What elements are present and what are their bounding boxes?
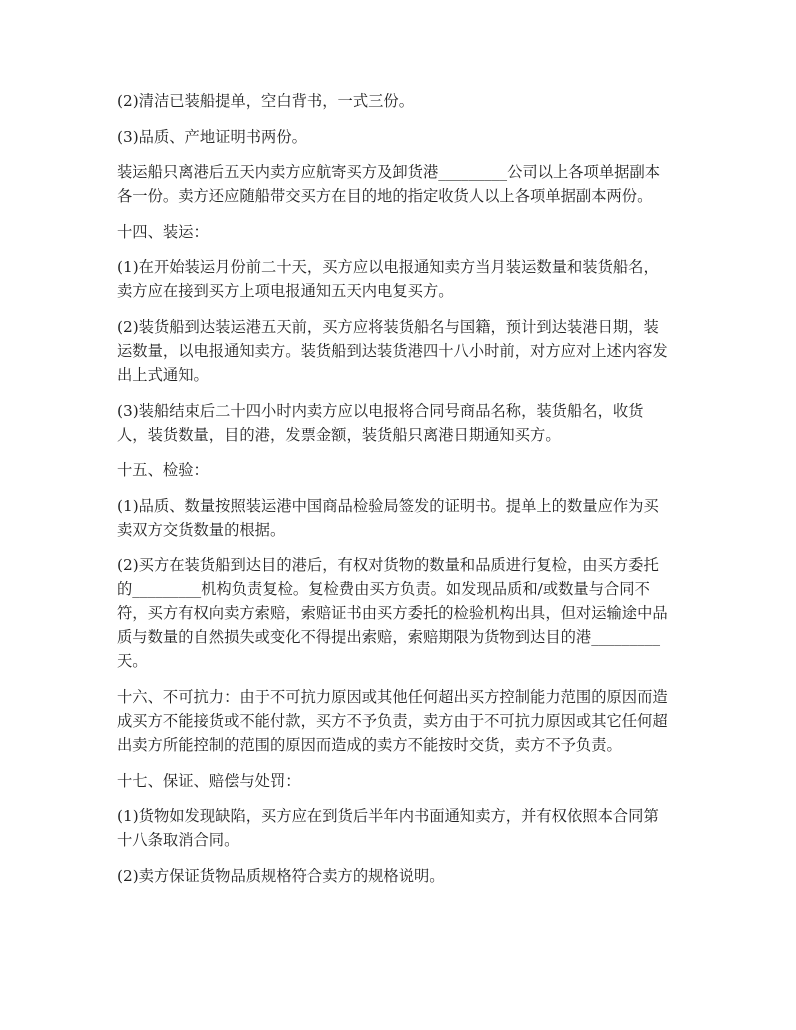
clause-item	[117, 864, 717, 888]
clause-item	[117, 804, 717, 852]
document-body	[117, 89, 717, 899]
text-line: (2)买方在装货船到达目的港后，有权对货物的数量和品质进行复检，由买方委托	[117, 556, 659, 575]
text-line: (1)货物如发现缺陷，买方应在到货后半年内书面通知卖方，并有权依照本合同第	[117, 807, 659, 826]
text-line: (2)装货船到达装运港五天前，买方应将装货船名与国籍，预计到达装港日期，装	[117, 317, 659, 336]
text-line: 装运船只离港后五天内卖方应航寄买方及卸货港_________公司以上各项单据副本	[117, 163, 661, 182]
clause-item	[117, 255, 717, 303]
text-line: (2)卖方保证货物品质规格符合卖方的规格说明。	[117, 866, 445, 885]
text-line: 出卖方所能控制的范围的原因而造成的卖方不能按时交货，卖方不予负责。	[117, 735, 622, 754]
text-line: (2)清洁已装船提单，空白背书，一式三份。	[117, 92, 415, 110]
section-paragraph	[117, 685, 717, 757]
section-heading	[117, 769, 717, 793]
text-line: 十八条取消合同。	[117, 831, 240, 850]
clause-item	[117, 125, 717, 149]
text-line: 的_________机构负责复检。复检费由买方负责。如发现品质和/或数量与合同不	[117, 580, 650, 599]
text-line: 运数量，以电报通知卖方。装货船到达装货港四十八小时前，对方应对上述内容发	[117, 341, 668, 360]
section-heading	[117, 458, 717, 482]
text-line: 人，装货数量，目的港，发票金额，装货船只离港日期通知买方。	[117, 425, 561, 444]
text-line: 成买方不能接货或不能付款，买方不予负责，卖方由于不可抗力原因或其它任何超	[117, 711, 668, 730]
text-line: 卖方应在接到买方上项电报通知五天内电复买方。	[117, 282, 454, 301]
section-heading	[117, 220, 717, 244]
clause-item	[117, 494, 717, 542]
text-line: 天。	[117, 652, 148, 671]
text-line: 十五、检验：	[117, 461, 209, 480]
clause-item	[117, 315, 717, 387]
text-line: 出上式通知。	[117, 365, 209, 384]
text-line: 卖双方交货数量的根据。	[117, 520, 286, 539]
clause-item	[117, 399, 717, 447]
text-line: 十四、装运：	[117, 222, 209, 241]
text-line: 十六、不可抗力：由于不可抗力原因或其他任何超出买方控制能力范围的原因而造	[117, 687, 668, 706]
text-line: 符，买方有权向卖方索赔，索赔证书由买方委托的检验机构出具，但对运输途中品	[117, 604, 668, 623]
text-line: 质与数量的自然损失或变化不得提出索赔，索赔期限为货物到达目的港_________	[117, 628, 661, 647]
text-line: (3)装船结束后二十四小时内卖方应以电报将合同号商品名称，装货船名，收货	[117, 401, 644, 420]
clause-item	[117, 553, 717, 673]
clause-item	[117, 89, 717, 113]
text-line: (1)在开始装运月份前二十天，买方应以电报通知卖方当月装运数量和装货船名，	[117, 258, 659, 277]
text-line: 各一份。卖方还应随船带交买方在目的地的指定收货人以上各项单据副本两份。	[117, 187, 653, 206]
body-paragraph	[117, 160, 717, 208]
text-line: (3)品质、产地证明书两份。	[117, 127, 307, 146]
text-line: 十七、保证、赔偿与处罚：	[117, 771, 301, 790]
text-line: (1)品质、数量按照装运港中国商品检验局签发的证明书。提单上的数量应作为买	[117, 496, 659, 515]
